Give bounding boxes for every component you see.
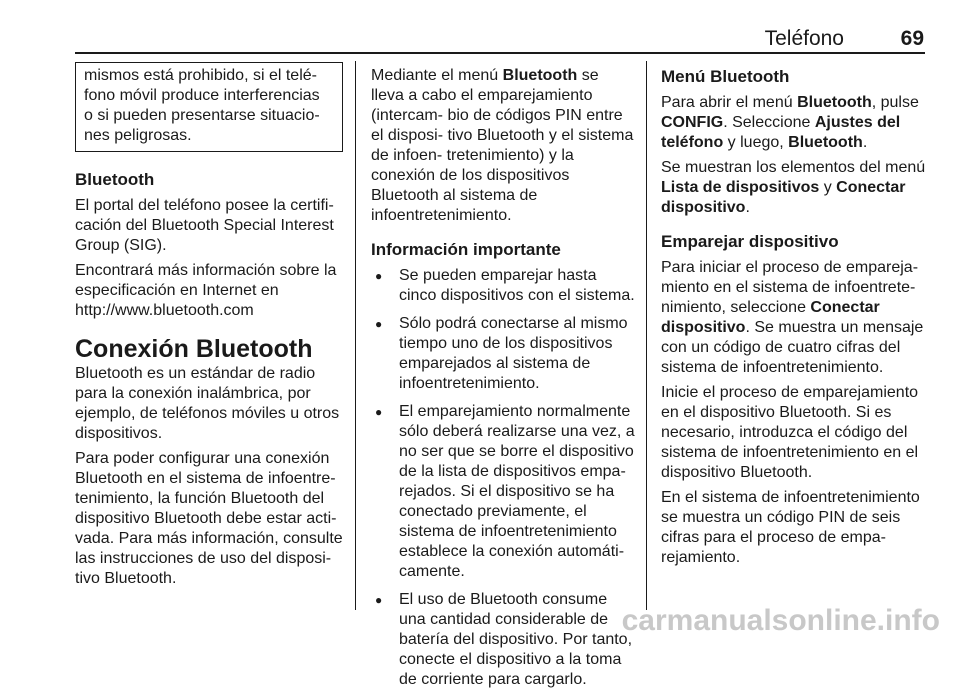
menu-term: Lista de dispositivos [661,179,820,196]
paragraph [661,258,929,378]
section-heading-informacion-importante: Información importante [371,240,561,259]
paragraph [661,93,929,153]
warning-text: mismos está prohibido, si el telé- fono móvil produce interferencias o si pueden presentarse situacio- nes peligrosas. [84,67,320,144]
menu-term: Conectar dispositivo [661,179,906,216]
main-heading-conexion-bluetooth: Conexión Bluetooth [75,335,313,363]
list-item: ● Se pueden emparejar hasta cinco dispositivos con el sistema. [371,266,635,306]
paragraph [661,158,929,218]
menu-term: Bluetooth [788,134,863,151]
paragraph: Bluetooth es un estándar de radio para la conexión inalámbrica, por ejemplo, de teléfonos móviles u otros dispositivos. [75,365,340,442]
column-1 [75,66,343,589]
bullet-list [371,266,635,690]
list-item: ● El uso de Bluetooth consume una cantidad considerable de batería del dispositivo. Por tanto, conecte el dispositivo a la toma de corriente para cargarlo. [371,590,635,690]
menu-term-bluetooth: Bluetooth [502,67,578,84]
page-header-title: Teléfono [764,27,844,50]
button-term-config: CONFIG [661,114,724,131]
column-divider-2 [646,61,647,610]
menu-term: Bluetooth [797,94,872,111]
menu-term: Conectar dispositivo [661,299,880,336]
text-run: Para abrir el menú [661,94,798,111]
paragraph: El portal del teléfono posee la certifi- cación del Bluetooth Special Interest Group (SIG). [75,197,334,254]
text-run: . Seleccione [723,114,815,131]
paragraph: Inicie el proceso de emparejamiento en el dispositivo Bluetooth. Si es necesario, introduzca el código del sistema de infoentretenimiento en el dispositivo Bluetooth. [661,384,919,481]
header-rule [75,52,925,54]
text-run: Se muestran los elementos del menú [661,159,926,176]
list-item: ● Sólo podrá conectarse al mismo tiempo uno de los dispositivos emparejados al sistema de infoentretenimiento. [371,314,635,394]
paragraph [371,66,635,226]
section-heading-menu-bluetooth: Menú Bluetooth [661,67,790,86]
paragraph: En el sistema de infoentretenimiento se muestra un código PIN de seis cifras para el proceso de empa- rejamiento. [661,489,920,566]
section-heading-emparejar-dispositivo: Emparejar dispositivo [661,232,839,251]
warning-box [75,62,343,152]
text-run: , pulse [871,94,919,111]
watermark: carmanualsonline.info [621,604,940,637]
list-item: ● El emparejamiento normalmente sólo deberá realizarse una vez, a no ser que se borre el dispositivo de la lista de dispositivos empa- rejados. Si el dispositivo se ha conectado previamente, el sistema de infoentretenimiento establece la conexión automáti- camente. [371,402,635,582]
text-run: . [862,134,868,151]
text-run: Mediante el menú [371,67,503,84]
column-divider-1 [355,61,356,610]
section-heading-bluetooth: Bluetooth [75,170,155,189]
paragraph: Para poder configurar una conexión Bluetooth en el sistema de infoentre- tenimiento, la función Bluetooth del dispositivo Bluetooth debe estar acti- vada. Para más información, consulte las instrucciones de uso del disposi- tivo Bluetooth. [75,450,343,587]
text-run: Para iniciar el proceso de empareja- miento en el sistema de infoentrete- nimiento, seleccione [661,259,919,316]
text-run: . Se muestra un mensaje con un código de cuatro cifras del sistema de infoentretenimiento. [661,319,924,376]
text-run: y [819,179,837,196]
text-run: y luego, [723,134,789,151]
column-3 [661,66,929,568]
page-number: 69 [900,27,924,50]
paragraph: Encontrará más información sobre la especificación en Internet en http://www.bluetooth.com [75,262,337,319]
text-run: se lleva a cabo el emparejamiento (intercam- bio de códigos PIN entre el disposi- tivo Bluetooth y el sistema de infoen- tretenimiento) y la conexión de los dispositivos Bluetooth al sistema de infoentretenimiento. [371,67,634,224]
text-run: . [745,199,750,216]
column-2 [371,66,635,690]
menu-term: Ajustes del teléfono [661,114,901,151]
